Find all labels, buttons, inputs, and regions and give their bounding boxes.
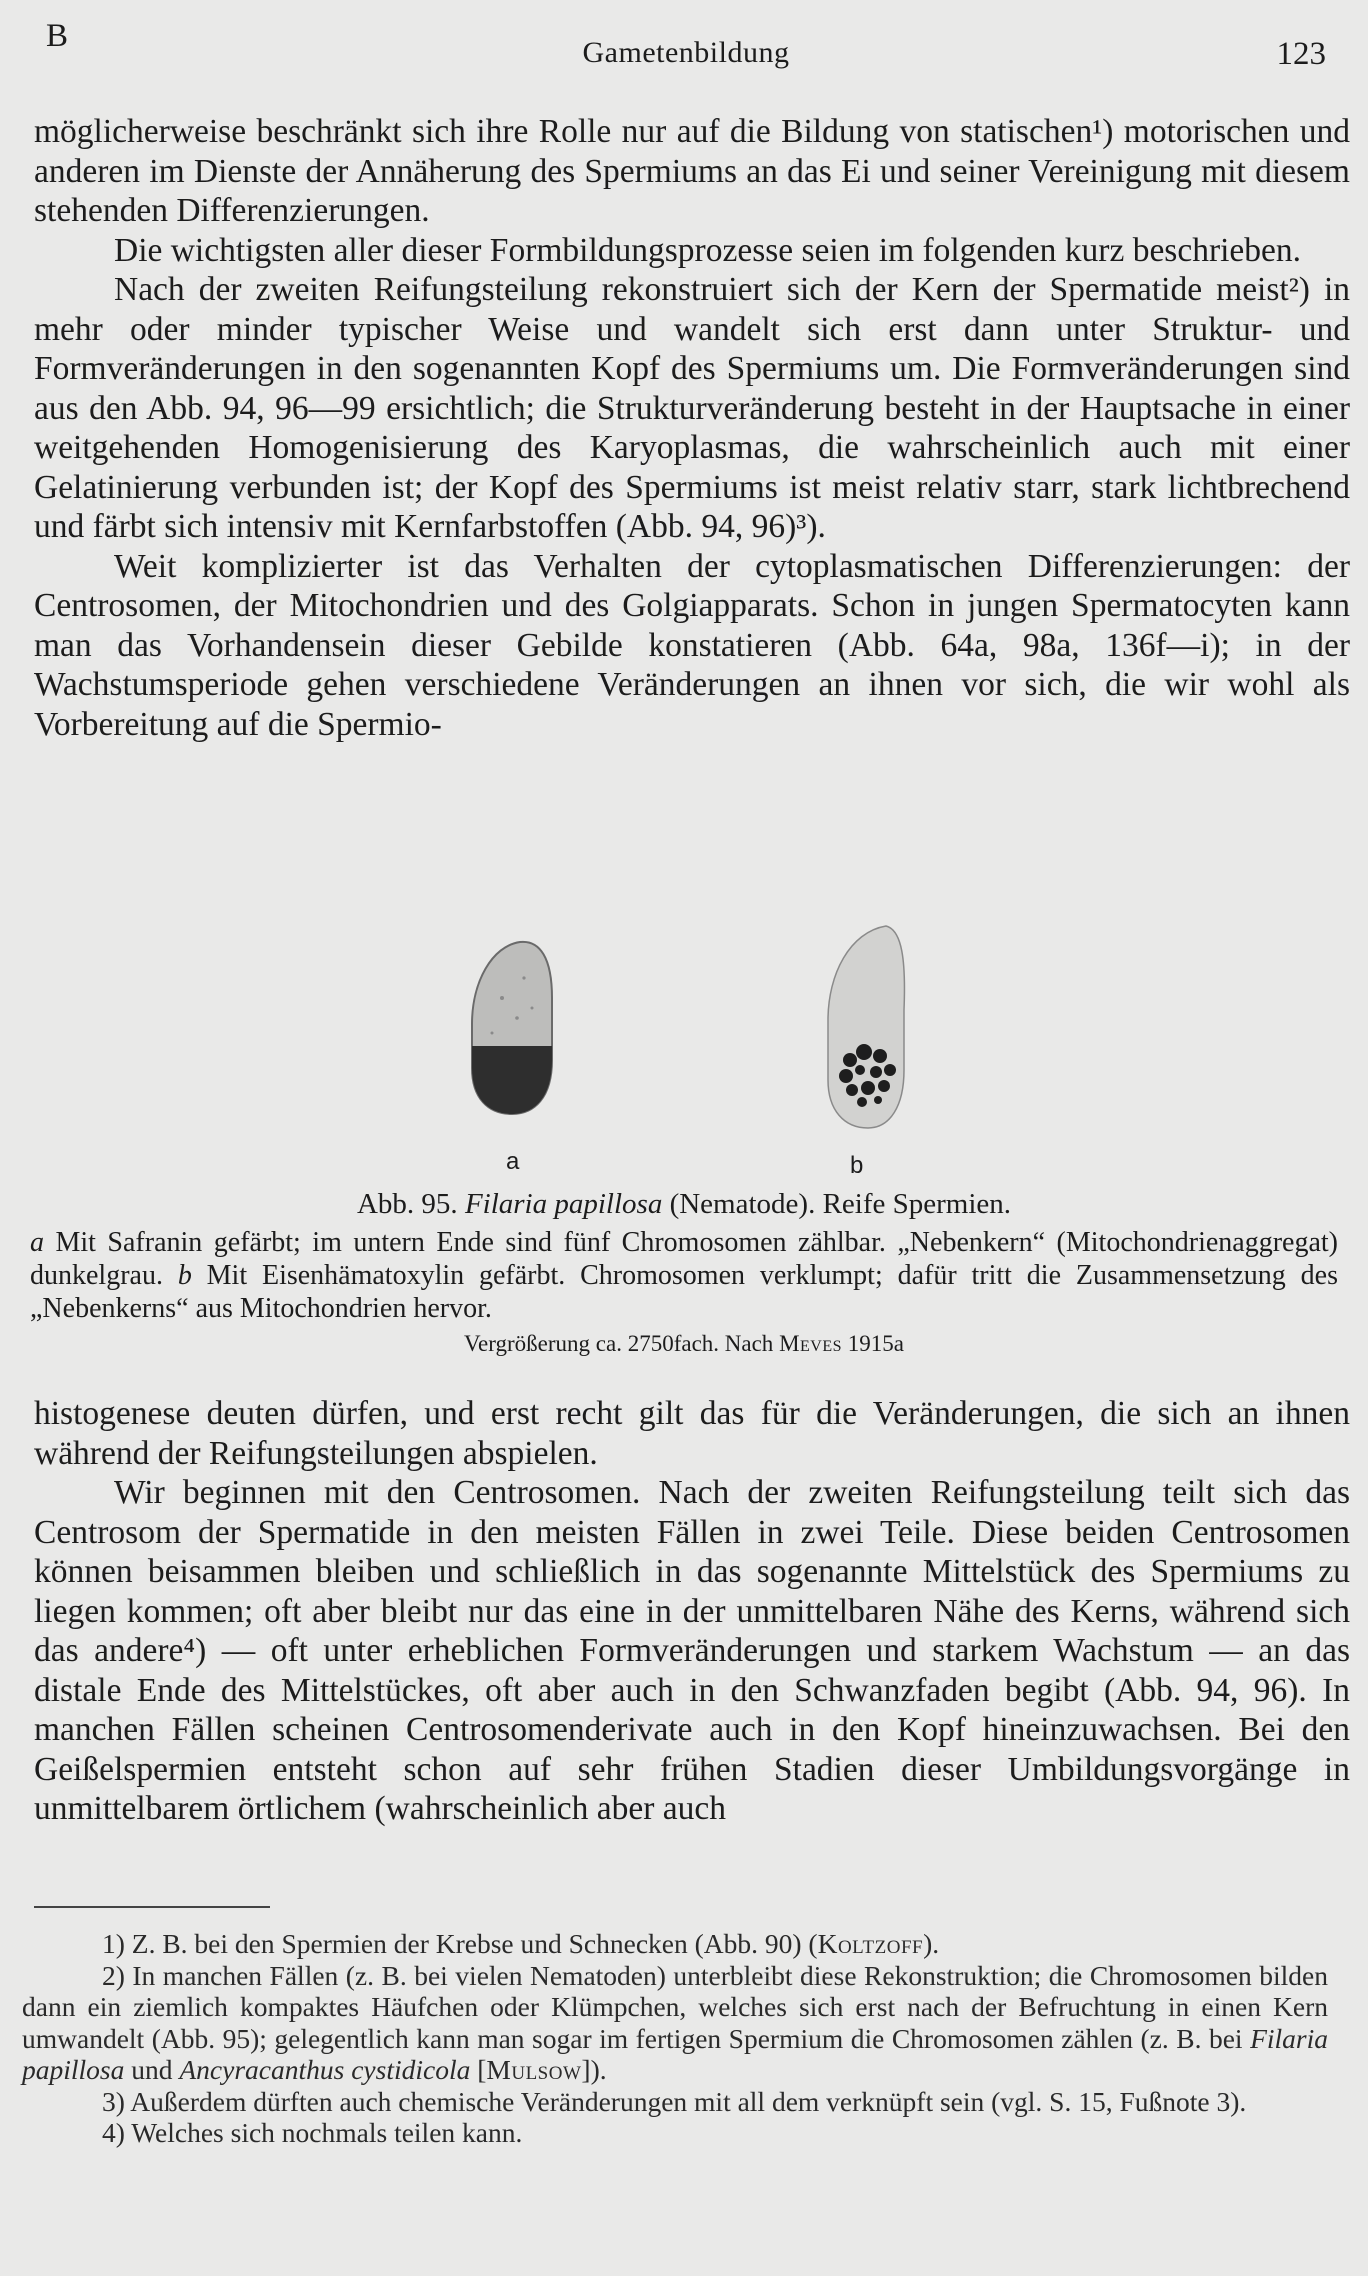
caption-year: 1915a: [842, 1331, 904, 1356]
main-text-bottom: [34, 1394, 1350, 1829]
caption-author: Meves: [779, 1331, 843, 1356]
footnote-1-author: Koltzoff: [817, 1928, 924, 1959]
signature-mark: B: [46, 18, 69, 54]
paragraph-1: möglicherweise beschränkt sich ihre Rolle nur auf die Bildung von statischen¹) motorischen und anderen im Dienste der Annäherung des Spermiums an das Ei und seiner Vereinigung mit diesem stehenden Differenzierungen.: [34, 113, 1350, 229]
footnote-2-bracket: [: [470, 2054, 487, 2085]
paragraph-2: Die wichtigsten aller dieser Formbildungsprozesse seien im folgenden kurz beschrieben.: [114, 231, 1302, 269]
footnote-2-species-1: Filaria papillosa: [22, 2022, 1328, 2085]
footnote-2: [22, 1960, 1328, 2086]
footnote-2-end: ]).: [581, 2054, 607, 2085]
figure-caption: [30, 1186, 1338, 1361]
running-title: Gametenbildung: [582, 36, 790, 69]
caption-letter-a: a: [30, 1227, 44, 1258]
caption-title: [30, 1186, 1338, 1222]
footnote-4: 4) Welches sich nochmals teilen kann.: [102, 2117, 523, 2148]
figure-95: [0, 900, 1368, 1190]
footnote-divider: [34, 1906, 270, 1908]
caption-source: [30, 1327, 1338, 1361]
figure-label-b: b: [850, 1152, 864, 1179]
paragraph-6: Wir beginnen mit den Centrosomen. Nach der zweiten Reifungsteilung teilt sich das Centrosom der Spermatide in den meisten Fällen in zwei Teile. Diese beiden Centrosomen können beisammen bleiben und schließlich in das sogenannte Mittelstück des Spermiums zu liegen kommen; oft aber bleibt nur das eine in der unmittelbaren Nähe des Kerns, während sich das andere⁴) — oft unter erheblichen Formveränderungen und starkem Wachstum — an das distale Ende des Mittelstückes, oft aber auch in den Schwanzfaden begibt (Abb. 94, 96). In manchen Fällen scheinen Centrosomenderivate auch in den Kopf hineinzuwachsen. Bei den Geißelspermien entsteht schon auf sehr frühen Stadien dieser Umbildungsvorgänge in unmittelbarem örtlichem (wahrscheinlich aber auch: [34, 1474, 1350, 1827]
caption-text-a: Mit Safranin gefärbt; im untern Ende sind fünf Chromosomen zählbar. „Nebenkern“ (Mitochondrienaggregat) dunkelgrau.: [30, 1227, 1338, 1291]
paragraph-3: Nach der zweiten Reifungsteilung rekonstruiert sich der Kern der Spermatide meist²) in mehr oder minder typischer Weise und wandelt sich erst dann unter Struktur- und Formveränderungen in den sogenannten Kopf des Spermiums um. Die Formveränderungen sind aus den Abb. 94, 96—99 ersichtlich; die Strukturveränderung besteht in der Hauptsache in einer weitgehenden Homogenisierung des Karyoplasmas, die wahrscheinlich auch mit einer Gelatinierung verbunden ist; der Kopf des Spermiums ist meist relativ starr, stark lichtbrechend und färbt sich intensiv mit Kernfarbstoffen (Abb. 94, 96)³).: [34, 271, 1350, 545]
page-header: [46, 18, 1326, 78]
footnote-3: 3) Außerdem dürften auch chemische Veränderungen mit all dem verknüpft sein (vgl. S. 15, Fußnote 3).: [102, 2085, 1247, 2117]
caption-text-b: Mit Eisenhämatoxylin gefärbt. Chromosomen verklumpt; dafür tritt die Zusammensetzung des „Nebenkerns“ aus Mitochondrien hervor.: [30, 1260, 1338, 1324]
footnote-2-conjunction: und: [124, 2054, 180, 2085]
caption-species: Filaria papillosa: [464, 1188, 663, 1220]
caption-magnification: Vergrößerung ca. 2750fach. Nach: [464, 1331, 780, 1356]
caption-figure-number: Abb. 95.: [356, 1188, 458, 1220]
footnote-1: [22, 1928, 1328, 1960]
sperm-cell-a-illustration: [462, 938, 562, 1128]
footnotes: [22, 1928, 1328, 2149]
footnote-2-author: Mulsow: [486, 2054, 582, 2085]
caption-letter-b: b: [177, 1260, 192, 1291]
sperm-cell-b-illustration: [810, 920, 920, 1140]
page-number: 123: [1276, 36, 1326, 72]
paragraph-5: histogenese deuten dürfen, und erst recht gilt das für die Veränderungen, die sich an ihnen während der Reifungsteilungen abspielen.: [34, 1395, 1350, 1472]
footnote-1-end: ).: [923, 1928, 940, 1959]
main-text-top: [34, 112, 1350, 744]
footnote-1-text: 1) Z. B. bei den Spermien der Krebse und Schnecken (Abb. 90) (: [102, 1928, 818, 1959]
paragraph-4: Weit komplizierter ist das Verhalten der cytoplasmatischen Differenzierungen: der Centrosomen, der Mitochondrien und des Golgiapparats. Schon in jungen Spermatocyten kann man das Vorhandensein dieser Gebilde konstatieren (Abb. 64a, 98a, 136f—i); in der Wachstumsperiode gehen verschiedene Veränderungen an ihnen vor sich, die wir wohl als Vorbereitung auf die Spermio-: [34, 547, 1350, 743]
figure-label-a: a: [506, 1148, 520, 1175]
caption-title-rest: (Nematode). Reife Spermien.: [669, 1188, 1012, 1220]
caption-body: [30, 1226, 1338, 1325]
footnote-2-text: 2) In manchen Fällen (z. B. bei vielen Nematoden) unterbleibt diese Rekonstruktion; die Chromosomen bilden dann ein ziemlich kompaktes Häufchen oder Klümpchen, welches sich erst nach der Befruchtung in einen Kern umwandelt (Abb. 95); gelegentlich kann man sogar im fertigen Spermium die Chromosomen zählen (z. B. bei: [22, 1959, 1328, 2054]
footnote-2-species-2: Ancyracanthus cystidicola: [179, 2054, 471, 2085]
